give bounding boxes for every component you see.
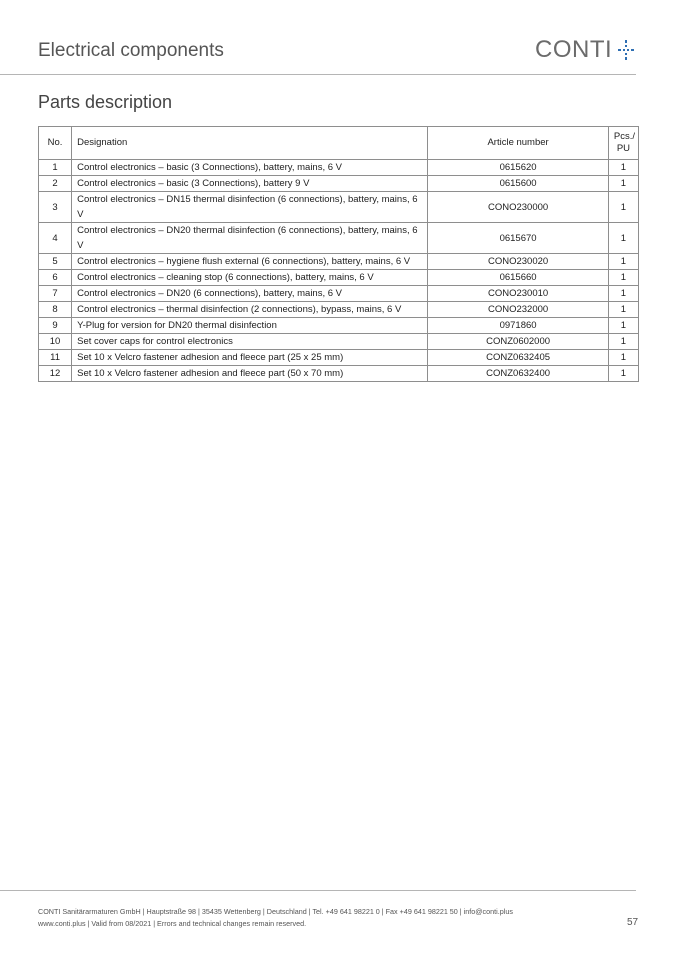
cell-pcs-pu: 1 <box>608 176 638 192</box>
conti-logo <box>535 36 636 64</box>
cell-article-number: 0615600 <box>428 176 609 192</box>
table-row <box>39 350 639 366</box>
footer-company-info: CONTI Sanitärarmaturen GmbH | Hauptstraße 98 | 35435 Wettenberg | Deutschland | Tel. +49 641 98221 0 | Fax +49 641 98221 50 | info@conti.plus <box>38 907 513 916</box>
cell-pcs-pu: 1 <box>608 302 638 318</box>
cell-pcs-pu: 1 <box>608 192 638 223</box>
cell-no: 8 <box>39 302 72 318</box>
section-title: Parts description <box>38 92 173 112</box>
table-row <box>39 254 639 270</box>
cell-no: 2 <box>39 176 72 192</box>
cell-article-number: CONO230020 <box>428 254 609 270</box>
cell-pcs-pu: 1 <box>608 366 638 382</box>
cell-no: 5 <box>39 254 72 270</box>
table-row <box>39 334 639 350</box>
cell-no: 3 <box>39 192 72 223</box>
cell-pcs-pu: 1 <box>608 318 638 334</box>
cell-no: 7 <box>39 286 72 302</box>
cell-designation: Control electronics – basic (3 Connections), battery 9 V <box>72 176 428 192</box>
cell-article-number: CONO230010 <box>428 286 609 302</box>
cell-designation: Control electronics – thermal disinfection (2 connections), bypass, mains, 6 V <box>72 302 428 318</box>
table-row <box>39 160 639 176</box>
cell-no: 4 <box>39 223 72 254</box>
cell-no: 6 <box>39 270 72 286</box>
footer-website-info: www.conti.plus | Valid from 08/2021 | Errors and technical changes remain reserved. <box>38 919 307 928</box>
table-row <box>39 192 639 223</box>
cell-article-number: CONZ0632405 <box>428 350 609 366</box>
cell-pcs-pu: 1 <box>608 286 638 302</box>
cell-pcs-pu: 1 <box>608 254 638 270</box>
cell-designation: Y-Plug for version for DN20 thermal disinfection <box>72 318 428 334</box>
footer-divider <box>0 890 636 891</box>
header-divider <box>0 74 636 75</box>
page-number: 57 <box>627 917 639 928</box>
table-row <box>39 176 639 192</box>
cell-designation: Set cover caps for control electronics <box>72 334 428 350</box>
table-row <box>39 223 639 254</box>
cell-designation: Control electronics – cleaning stop (6 connections), battery, mains, 6 V <box>72 270 428 286</box>
conti-plus-logo-icon <box>616 39 636 61</box>
cell-designation: Control electronics – DN20 (6 connections), battery, mains, 6 V <box>72 286 428 302</box>
cell-pcs-pu: 1 <box>608 223 638 254</box>
cell-designation: Set 10 x Velcro fastener adhesion and fleece part (25 x 25 mm) <box>72 350 428 366</box>
table-row <box>39 366 639 382</box>
header-article-number: Article number <box>428 127 609 160</box>
cell-designation: Control electronics – DN15 thermal disinfection (6 connections), battery, mains, 6 V <box>72 192 428 223</box>
cell-article-number: CONO232000 <box>428 302 609 318</box>
table-row <box>39 302 639 318</box>
table-row <box>39 286 639 302</box>
cell-no: 10 <box>39 334 72 350</box>
header-designation: Designation <box>72 127 428 160</box>
cell-article-number: CONZ0632400 <box>428 366 609 382</box>
logo-text: CONTI <box>535 36 613 63</box>
header-no: No. <box>39 127 72 160</box>
cell-article-number: 0615620 <box>428 160 609 176</box>
header-pcs-line2: PU <box>616 143 631 154</box>
table-row <box>39 318 639 334</box>
cell-article-number: 0971860 <box>428 318 609 334</box>
table-row <box>39 270 639 286</box>
cell-article-number: CONO230000 <box>428 192 609 223</box>
cell-pcs-pu: 1 <box>608 270 638 286</box>
cell-no: 12 <box>39 366 72 382</box>
page-header-title: Electrical components <box>38 40 224 61</box>
cell-article-number: 0615670 <box>428 223 609 254</box>
cell-designation: Control electronics – hygiene flush external (6 connections), battery, mains, 6 V <box>72 254 428 270</box>
cell-designation: Control electronics – basic (3 Connections), battery, mains, 6 V <box>72 160 428 176</box>
cell-article-number: CONZ0602000 <box>428 334 609 350</box>
parts-table <box>38 126 639 382</box>
header-pcs-pu <box>608 127 638 160</box>
header-pcs-line1: Pcs./ <box>613 131 635 142</box>
table-header-row <box>39 127 639 160</box>
cell-designation: Set 10 x Velcro fastener adhesion and fleece part (50 x 70 mm) <box>72 366 428 382</box>
cell-no: 1 <box>39 160 72 176</box>
cell-no: 9 <box>39 318 72 334</box>
cell-pcs-pu: 1 <box>608 350 638 366</box>
cell-pcs-pu: 1 <box>608 334 638 350</box>
cell-pcs-pu: 1 <box>608 160 638 176</box>
parts-table-body <box>39 160 639 382</box>
cell-no: 11 <box>39 350 72 366</box>
cell-article-number: 0615660 <box>428 270 609 286</box>
cell-designation: Control electronics – DN20 thermal disinfection (6 connections), battery, mains, 6 V <box>72 223 428 254</box>
